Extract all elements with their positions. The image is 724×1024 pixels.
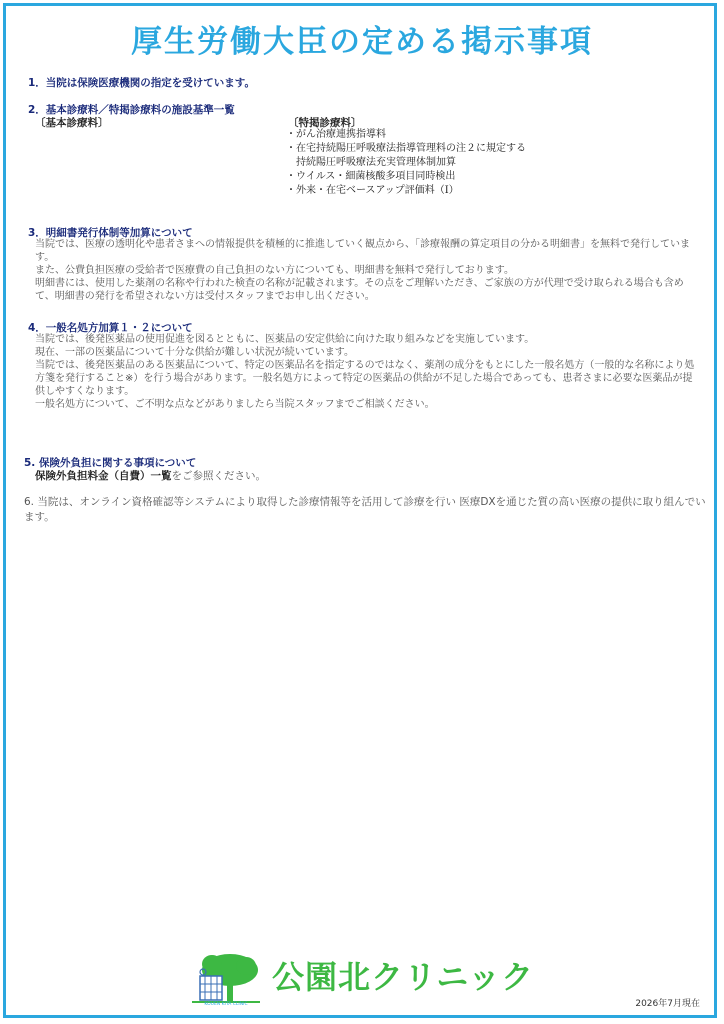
special-fee-label: 〔特掲診療料〕	[288, 117, 362, 129]
section-3-body	[35, 238, 695, 303]
section-6-text: 6. 当院は、オンライン資格確認等システムにより取得した診療情報等を活用して診療を行い 医療DXを通じた質の高い医療の提供に取り組んでいます。	[24, 496, 706, 523]
paragraph: 一般名処方について、ご不明な点などがありましたら当院スタッフまでご相談ください。	[35, 399, 435, 410]
section-4-heading: 4．一般名処方加算１・２について	[28, 322, 193, 334]
paragraph: 当院では、後発医薬品の使用促進を図るとともに、医薬品の安定供給に向けた取り組みなどを実施しています。	[35, 334, 535, 345]
special-fee-item: ・在宅持続陽圧呼吸療法指導管理料の注２に規定する	[286, 143, 526, 154]
section-4-body	[35, 333, 695, 411]
section-1-heading: 1．当院は保険医療機関の指定を受けています。	[28, 77, 255, 89]
basic-fee-label: 〔基本診療料〕	[35, 117, 109, 129]
special-fee-item: 持続陽圧呼吸療法充実管理体制加算	[286, 157, 456, 168]
section-3-heading: 3．明細書発行体制等加算について	[28, 227, 193, 239]
section-5-heading: 5. 保険外負担に関する事項について	[24, 457, 197, 469]
paragraph: 明細書には、使用した薬剤の名称や行われた検査の名称が記載されます。その点をご理解いただき、ご家族の方が代理で受け取られる場合も含めて、明細書の発行を希望されない方は受付スタッフまでお申し出ください。	[35, 278, 684, 302]
page-title: 厚生労働大臣の定める掲示事項	[131, 24, 593, 60]
paragraph: また、公費負担医療の受給者で医療費の自己負担のない方についても、明細書を無料で発行しております。	[35, 265, 514, 276]
section-5-text: をご参照ください。	[171, 470, 266, 482]
paragraph: 当院では、医療の透明化や患者さまへの情報提供を積極的に推進していく観点から、「診療報酬の算定項目の分かる明細書」を無料で発行しています。	[35, 239, 690, 263]
clinic-logo	[190, 950, 262, 1016]
clinic-name: 公園北クリニック	[272, 958, 535, 996]
self-pay-list-link[interactable]: 保険外負担料金（自費）一覧	[35, 470, 172, 482]
logo-subtext: KOUEN KITA CLINIC	[204, 1002, 248, 1007]
special-fee-item: ・外来・在宅ベースアップ評価料（Ⅰ）	[286, 185, 459, 196]
section-5-body	[35, 468, 266, 483]
paragraph: 当院では、後発医薬品のある医薬品について、特定の医薬品名を指定するのではなく、薬剤の成分をもとにした一般名処方（一般的な名称により処方箋を発行すること※）を行う場合があります。一般名処方によって特定の医薬品の供給が不足した場合であっても、患者さまに必要な医薬品が提供しやすくなります。	[35, 360, 695, 397]
paragraph: 現在、一部の医薬品について十分な供給が難しい状況が続いています。	[35, 347, 354, 358]
special-fee-item: ・ウイルス・細菌核酸多項目同時検出	[286, 171, 456, 182]
special-fee-item: ・がん治療連携指導料	[286, 129, 386, 140]
section-2-heading: 2．基本診療料／特掲診療料の施設基準一覧	[28, 104, 235, 116]
date-stamp: 2026年7月現在	[635, 999, 700, 1009]
